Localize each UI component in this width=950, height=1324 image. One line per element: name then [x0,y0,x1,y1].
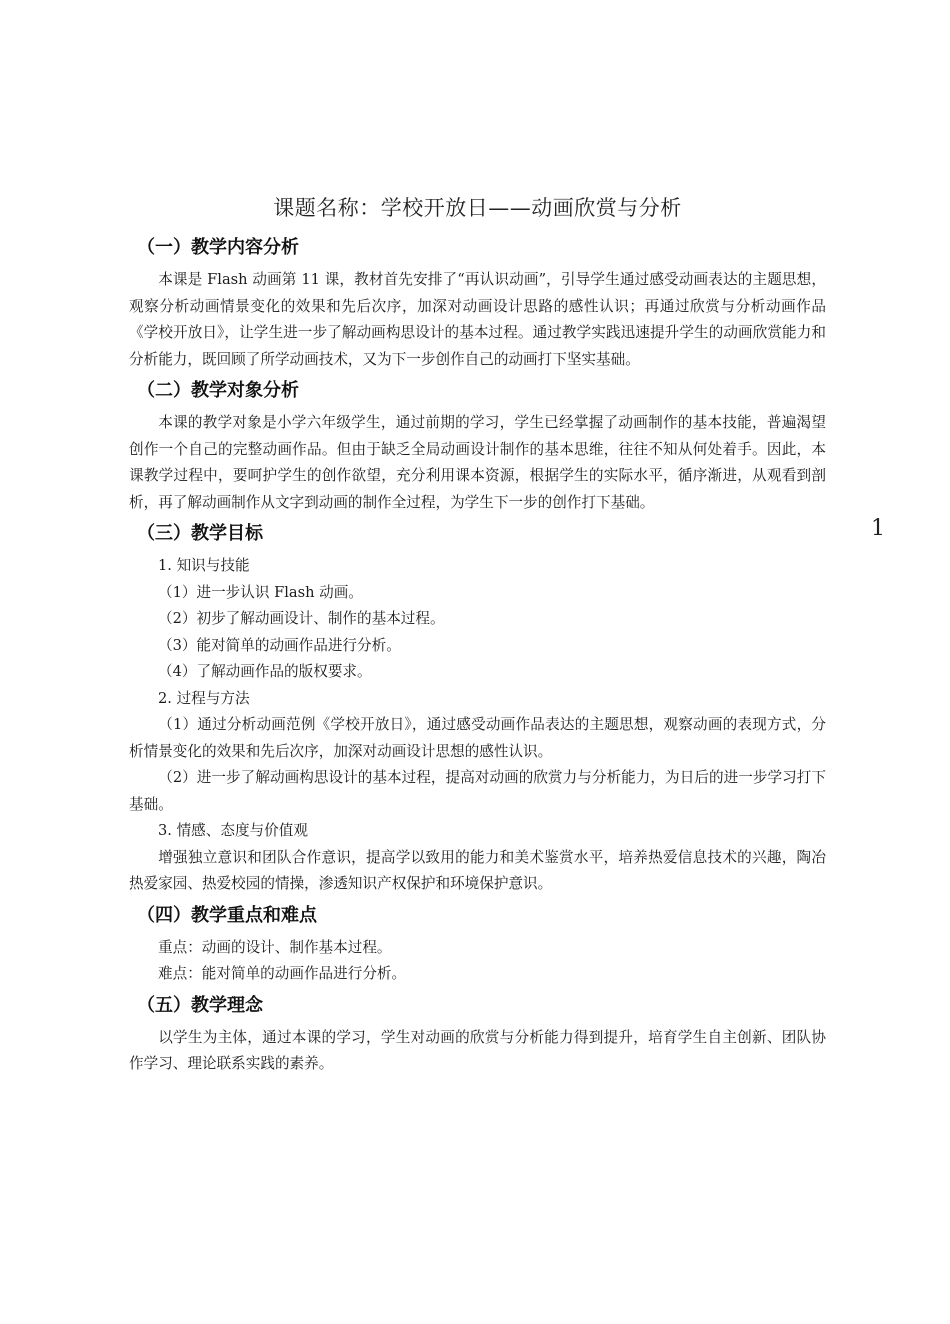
section-heading: （五）教学理念 [137,994,263,1016]
section-teaching-philosophy [129,991,826,1078]
section-audience-analysis [129,376,826,516]
difficult-point: 难点：能对简单的动画作品进行分析。 [158,965,407,982]
paragraph: 以学生为主体，通过本课的学习，学生对动画的欣赏与分析能力得到提升，培育学生自主创新、团队协作学习、理论联系实践的素养。 [129,1028,826,1072]
subheading-emotion-values: 3. 情感、态度与价值观 [158,822,308,839]
paragraph: 增强独立意识和团队合作意识，提高学以致用的能力和美术鉴赏水平，培养热爱信息技术的兴趣，陶冶热爱家园、热爱校园的情操，渗透知识产权保护和环境保护意识。 [129,848,826,892]
section-heading: （四）教学重点和难点 [137,904,317,926]
subheading-process-method: 2. 过程与方法 [158,689,250,707]
paragraph: （2）进一步了解动画构思设计的基本过程，提高对动画的欣赏力与分析能力，为日后的进一步学习打下基础。 [129,769,826,813]
section-content-analysis [129,233,826,373]
lesson-title: 课题名称：学校开放日——动画欣赏与分析 [273,196,682,220]
list-item: （4）了解动画作品的版权要求。 [158,663,372,680]
list-item: （1）进一步认识 Flash 动画。 [158,583,363,601]
page-number: 1 [871,516,885,541]
list-item: （3）能对简单的动画作品进行分析。 [158,636,401,654]
section-heading: （一）教学内容分析 [137,237,299,258]
paragraph: 本课的教学对象是小学六年级学生，通过前期的学习，学生已经掌握了动画制作的基本技能，普遍渴望创作一个自己的完整动画作品。但由于缺乏全局动画设计制作的基本思维，往往不知从何处着手。因此，本课教学过程中，要呵护学生的创作欲望，充分利用课本资源，根据学生的实际水平，循序渐进，从观看到剖析，再了解动画制作从文字到动画的制作全过程，为学生下一步的创作打下基础。 [129,414,826,511]
section-objectives [129,519,826,898]
paragraph: 本课是 Flash 动画第 11 课，教材首先安排了“再认识动画”，引导学生通过感受动画表达的主题思想，观察分析动画情景变化的效果和先后次序，加深对动画设计思路的感性认识；再通过欣赏与分析动画作品《学校开放日》，让学生进一步了解动画构思设计的基本过程。通过教学实践迅速提升学生的动画欣赏能力和分析能力，既回顾了所学动画技术，又为下一步创作自己的动画打下坚实基础。 [129,271,826,368]
list-item: （2）初步了解动画设计、制作的基本过程。 [158,610,445,627]
section-heading: （二）教学对象分析 [137,380,299,401]
key-point: 重点：动画的设计、制作基本过程。 [158,938,392,956]
subheading-knowledge-skills: 1. 知识与技能 [158,557,250,574]
section-key-points [129,901,826,988]
section-heading: （三）教学目标 [137,523,263,544]
document-page [129,191,826,1081]
paragraph: （1）通过分析动画范例《学校开放日》，通过感受动画作品表达的主题思想，观察动画的表现方式，分析情景变化的效果和先后次序，加深对动画设计思想的感性认识。 [129,716,826,760]
